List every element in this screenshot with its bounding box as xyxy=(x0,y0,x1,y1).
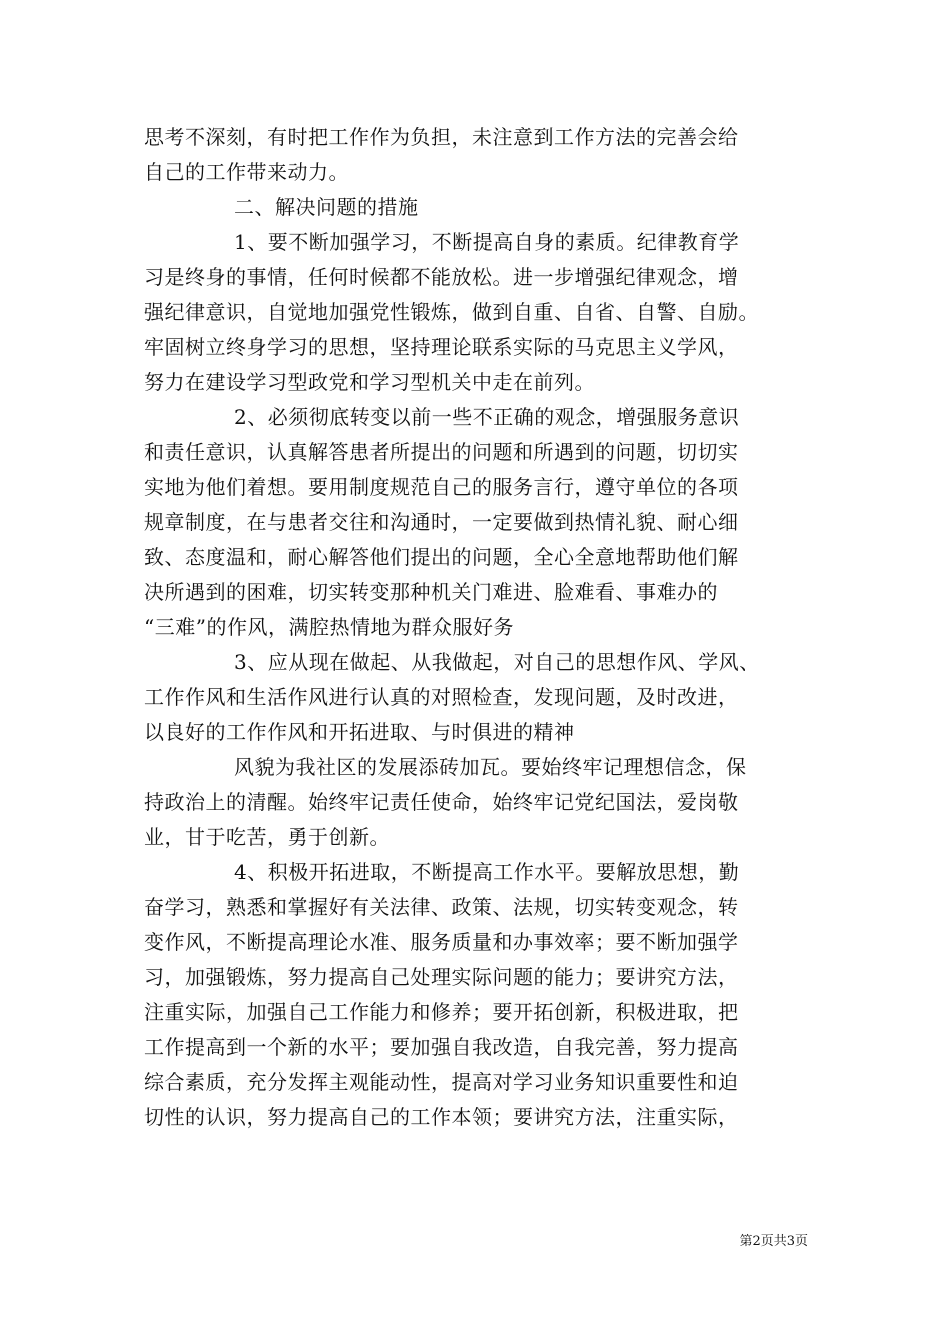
text-line: 和责任意识，认真解答患者所提出的问题和所遇到的问题，切切实 xyxy=(144,440,739,464)
text-line: 变作风，不断提高理论水准、服务质量和办事效率；要不断加强学 xyxy=(144,930,739,954)
text-line: 1、要不断加强学习，不断提高自身的素质。纪律教育学 xyxy=(234,230,740,254)
text-line: 4、积极开拓进取，不断提高工作水平。要解放思想，勤 xyxy=(234,860,740,884)
body-text xyxy=(144,120,814,1135)
text-line: 业，甘于吃苦，勇于创新。 xyxy=(144,825,390,849)
text-line: 工作作风和生活作风进行认真的对照检查，发现问题，及时改进， xyxy=(144,685,739,709)
text-line: 持政治上的清醒。始终牢记责任使命，始终牢记党纪国法，爱岗敬 xyxy=(144,790,739,814)
text-line: 以良好的工作作风和开拓进取、与时俱进的精神 xyxy=(144,720,575,744)
text-line: 习是终身的事情，任何时候都不能放松。进一步增强纪律观念，增 xyxy=(144,265,739,289)
text-line: “三难”的作风，满腔热情地为群众服好务 xyxy=(144,615,514,639)
text-line: 致、态度温和，耐心解答他们提出的问题，全心全意地帮助他们解 xyxy=(144,545,739,569)
text-line: 规章制度，在与患者交往和沟通时，一定要做到热情礼貌、耐心细 xyxy=(144,510,739,534)
page-number: 第2页共3页 xyxy=(739,1234,808,1249)
text-line: 思考不深刻，有时把工作作为负担，未注意到工作方法的完善会给 xyxy=(144,125,739,149)
text-line: 3、应从现在做起、从我做起，对自己的思想作风、学风、 xyxy=(234,650,760,674)
text-line: 2、必须彻底转变以前一些不正确的观念，增强服务意识 xyxy=(234,405,740,429)
text-line: 二、解决问题的措施 xyxy=(234,195,419,219)
text-line: 注重实际，加强自己工作能力和修养；要开拓创新，积极进取，把 xyxy=(144,1000,739,1024)
text-line: 努力在建设学习型政党和学习型机关中走在前列。 xyxy=(144,370,595,394)
text-line: 风貌为我社区的发展添砖加瓦。要始终牢记理想信念，保 xyxy=(234,755,747,779)
text-line: 实地为他们着想。要用制度规范自己的服务言行，遵守单位的各项 xyxy=(144,475,739,499)
text-line: 切性的认识，努力提高自己的工作本领；要讲究方法，注重实际， xyxy=(144,1105,739,1129)
text-line: 自己的工作带来动力。 xyxy=(144,160,349,184)
text-line: 强纪律意识，自觉地加强党性锻炼，做到自重、自省、自警、自励。 xyxy=(144,300,759,324)
text-line: 奋学习，熟悉和掌握好有关法律、政策、法规，切实转变观念，转 xyxy=(144,895,739,919)
text-line: 综合素质，充分发挥主观能动性，提高对学习业务知识重要性和迫 xyxy=(144,1070,739,1094)
text-line: 决所遇到的困难，切实转变那种机关门难进、脸难看、事难办的 xyxy=(144,580,718,604)
text-line: 牢固树立终身学习的思想，坚持理论联系实际的马克思主义学风， xyxy=(144,335,739,359)
text-line: 工作提高到一个新的水平；要加强自我改造，自我完善，努力提高 xyxy=(144,1035,739,1059)
text-line: 习，加强锻炼，努力提高自己处理实际问题的能力；要讲究方法， xyxy=(144,965,739,989)
document-body xyxy=(144,120,814,1135)
